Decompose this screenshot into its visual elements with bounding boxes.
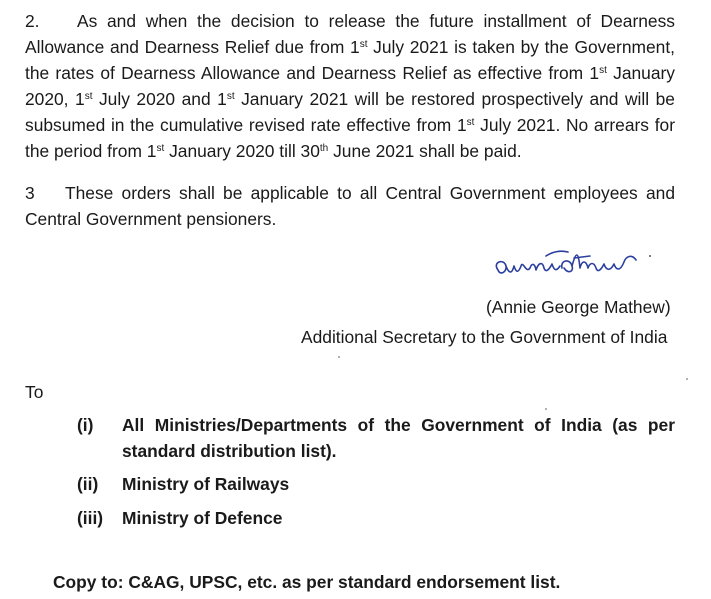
handwritten-signature	[490, 246, 660, 286]
addressee-text: All Ministries/Departments of the Government of India (as per	[122, 415, 675, 435]
para3-line-1: 3 These orders shall be applicable to all Central Government employees and	[25, 180, 675, 206]
para2-line-2: Allowance and Dearness Relief due from 1st July 2021 is taken by the Government,	[25, 37, 675, 57]
copy-to-line: Copy to: C&AG, UPSC, etc. as per standard endorsement list.	[53, 572, 561, 592]
addressee-item	[77, 412, 675, 464]
addressee-number: (iii)	[77, 508, 104, 528]
paragraph-2	[25, 8, 675, 164]
scan-speck	[338, 356, 340, 358]
para2-line-6: the period from 1st January 2020 till 30th June 2021 shall be paid.	[25, 141, 522, 161]
para3-number: 3	[25, 183, 35, 203]
scan-speck	[686, 378, 688, 380]
para2-line-5: subsumed in the cumulative revised rate effective from 1st July 2021. No arrears for	[25, 115, 675, 135]
para2-line-1: 2. As and when the decision to release the future installment of Dearness	[25, 8, 675, 34]
addressee-text: Ministry of Railways	[122, 474, 290, 494]
para2-line-3: the rates of Dearness Allowance and Dearness Relief as effective from 1st January	[25, 63, 676, 83]
para3-line-2: Central Government pensioners.	[25, 209, 277, 229]
addressee-text: Ministry of Defence	[122, 508, 283, 528]
paragraph-3	[25, 180, 675, 232]
scan-speck	[545, 408, 547, 410]
addressee-item	[77, 471, 675, 497]
para2-line-4: 2020, 1st July 2020 and 1st January 2021 will be restored prospectively and will be	[25, 89, 675, 109]
addressee-item	[77, 505, 675, 531]
signatory-name: (Annie George Mathew)	[486, 297, 671, 317]
addressee-number: (i)	[77, 415, 94, 435]
para2-number: 2.	[25, 11, 40, 31]
to-label: To	[25, 382, 44, 402]
signatory-designation: Additional Secretary to the Government of India	[301, 327, 668, 347]
addressee-text: standard distribution list).	[122, 441, 337, 461]
addressee-number: (ii)	[77, 474, 99, 494]
